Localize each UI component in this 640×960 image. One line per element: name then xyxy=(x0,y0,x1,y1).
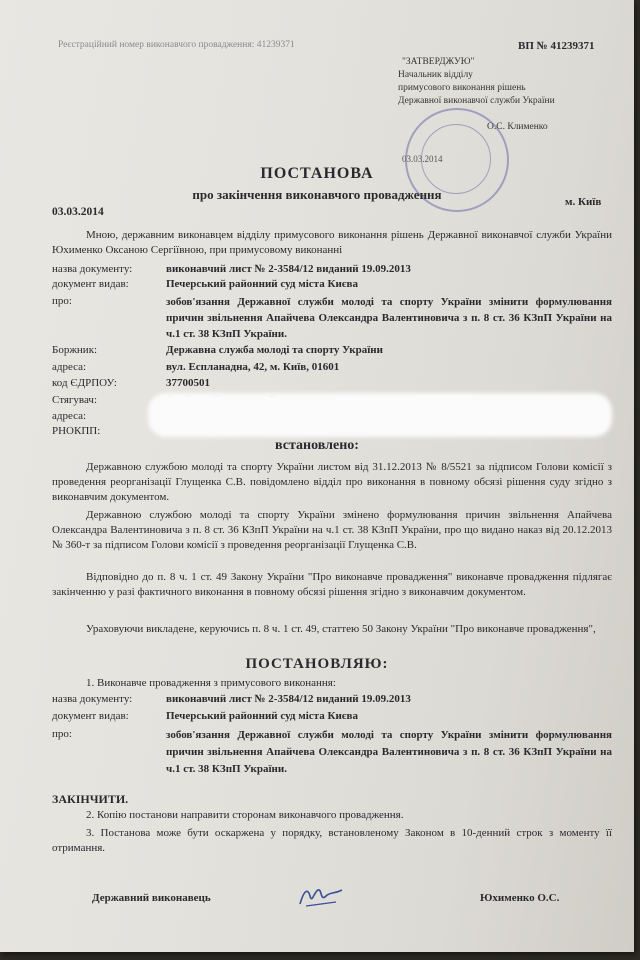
approval-line: примусового виконання рішень xyxy=(398,83,526,93)
signer-name: Юхименко О.С. xyxy=(480,892,560,904)
paragraph-text: Державною службою молоді та спорту України листом від 31.12.2013 № 8/5521 за підписом Голови комісії з проведення реорганізації Глущенка С.В. повідомлено відділ про виконання в повному обсязі рішення суду згідно з виконавчим документом. xyxy=(52,461,612,503)
approval-line: Начальник відділу xyxy=(398,70,473,80)
approval-date: 03.03.2014 xyxy=(402,154,443,164)
detail-label: код ЄДРПОУ: xyxy=(52,377,117,389)
established-paragraph-2 xyxy=(52,508,612,553)
approval-title: "ЗАТВЕРДЖУЮ" xyxy=(402,57,475,67)
detail-label: документ видав: xyxy=(52,278,129,290)
approver-name: О.С. Клименко xyxy=(487,122,548,132)
detail-label: назва документу: xyxy=(52,693,133,705)
document-title: ПОСТАНОВА xyxy=(260,165,374,182)
established-paragraph-1 xyxy=(52,460,612,505)
detail-value: 37700501 xyxy=(166,377,210,389)
intro-paragraph xyxy=(52,228,612,258)
intro-text: Мною, державним виконавцем відділу примусового виконання рішень Державної виконавчої служби України Юхименко Оксаною Сергіївною, при примусовому виконанні xyxy=(52,229,612,256)
redaction-mark xyxy=(148,393,612,437)
resolve-item-2 xyxy=(52,808,612,823)
detail-label: про: xyxy=(52,728,72,740)
detail-label: документ видав: xyxy=(52,710,129,722)
registration-number: Реєстраційний номер виконавчого провадження: 41239371 xyxy=(58,40,295,50)
detail-label: назва документу: xyxy=(52,263,133,275)
detail-value: виконавчий лист № 2-3584/12 виданий 19.09.2013 xyxy=(166,693,411,705)
detail-value: виконавчий лист № 2-3584/12 виданий 19.09.2013 xyxy=(166,263,411,275)
document-city: м. Київ xyxy=(565,196,602,208)
paragraph-text: 1. Виконавче провадження з примусового виконання: xyxy=(86,677,336,689)
resolve-item-3 xyxy=(52,826,612,856)
detail-label: адреса: xyxy=(52,361,87,373)
established-paragraph-4 xyxy=(52,622,612,637)
established-heading: встановлено: xyxy=(275,438,359,453)
detail-label: Стягувач: xyxy=(52,394,98,406)
paragraph-text: 2. Копію постанови направити сторонам виконавчого провадження. xyxy=(86,809,404,821)
paragraph-text: Державною службою молоді та спорту України змінено формулювання причин звільнення Апайчева Олександра Валентиновича з п. 8 ст. 36 КЗпП України на ч.1 ст. 38 КЗпП України, про що видано наказ від 20.12.2013 № 360-т за підписом Голови комісії з проведення реорганізації Глущенка С.В. xyxy=(52,509,612,551)
paragraph-text: Ураховуючи викладене, керуючись п. 8 ч. 1 ст. 49, статтею 50 Закону України "Про виконавче провадження", xyxy=(86,623,596,635)
document-subtitle: про закінчення виконавчого провадження xyxy=(192,187,442,202)
detail-value: Державна служба молоді та спорту України xyxy=(166,344,383,356)
detail-value: зобов'язання Державної служби молоді та спорту України змінити формулювання причин звільнення Апайчева Олександра Валентиновича з п. 8 ст. 36 КЗпП України на ч.1 ст. 38 КЗпП України. xyxy=(166,729,612,775)
paragraph-text: Відповідно до п. 8 ч. 1 ст. 49 Закону України "Про виконавче провадження" виконавче провадження підлягає закінченню у разі фактичного виконання в повному обсязі рішення згідно з виконавчим документом. xyxy=(52,571,612,598)
detail-label: Боржник: xyxy=(52,344,98,356)
vp-number: ВП № 41239371 xyxy=(518,40,595,52)
detail-label: адреса: xyxy=(52,410,87,422)
detail-value: Печерський районний суд міста Києва xyxy=(166,278,358,290)
finish-label: ЗАКІНЧИТИ. xyxy=(52,792,129,806)
detail-label: РНОКПП: xyxy=(52,425,101,437)
established-paragraph-3 xyxy=(52,570,612,600)
signature-icon xyxy=(296,884,346,910)
resolve-item-1 xyxy=(52,676,612,691)
detail-value: зобов'язання Державної служби молоді та спорту України змінити формулювання причин звільнення Апайчева Олександра Валентиновича з п. 8 ст. 36 КЗпП України на ч.1 ст. 38 КЗпП України. xyxy=(166,296,612,340)
document-date: 03.03.2014 xyxy=(52,206,104,218)
paragraph-text: 3. Постанова може бути оскаржена у порядку, встановленому Законом в 10-денний строк з моменту її отримання. xyxy=(52,827,612,854)
signer-role: Державний виконавець xyxy=(92,892,211,904)
approval-line: Державної виконавчої служби України xyxy=(398,96,555,106)
approval-block xyxy=(398,56,555,108)
detail-value: Печерський районний суд міста Києва xyxy=(166,710,358,722)
detail-label: про: xyxy=(52,295,72,307)
detail-value: вул. Еспланадна, 42, м. Київ, 01601 xyxy=(166,361,340,373)
resolve-heading: ПОСТАНОВЛЯЮ: xyxy=(245,656,389,672)
